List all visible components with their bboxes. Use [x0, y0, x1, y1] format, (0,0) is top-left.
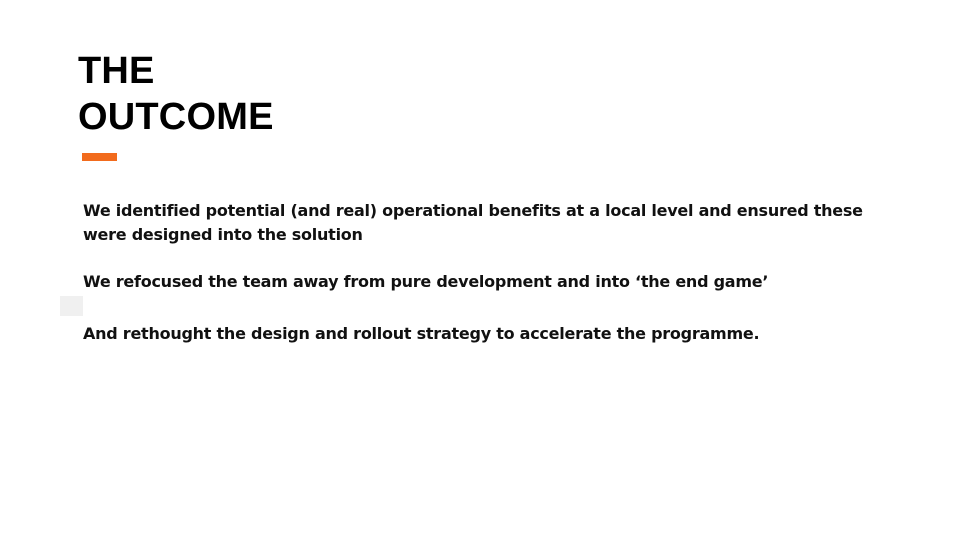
placeholder-square [60, 296, 83, 316]
outcome-paragraph-3: And rethought the design and rollout strategy to accelerate the programme. [83, 324, 760, 343]
outcome-paragraph-2: We refocused the team away from pure development and into ‘the end game’ [83, 272, 769, 291]
title-accent-bar [82, 153, 117, 161]
outcome-paragraph-1: We identified potential (and real) operational benefits at a local level and ensured these were designed into the solution [83, 201, 863, 244]
slide-title-line-2: OUTCOME [78, 96, 274, 138]
slide-title-line-1: THE [78, 50, 155, 92]
slide-title [78, 48, 274, 140]
